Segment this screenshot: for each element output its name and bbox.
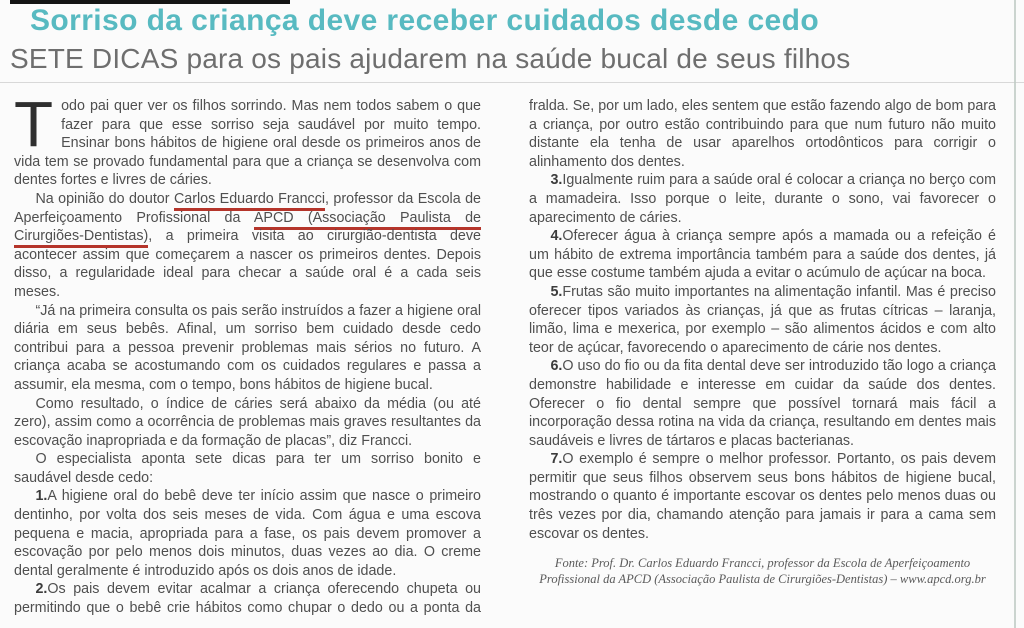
opinion-text-1: Na opinião do doutor xyxy=(35,190,174,207)
tip-2-number: 2. xyxy=(35,581,48,598)
tip-6 xyxy=(529,357,996,450)
tip-7 xyxy=(529,450,996,543)
tip-6-text: O uso do fio ou da fita dental deve ser introduzido tão logo a criança demonstre habilidade e interesse em cuidar da saúde dos dentes. Oferecer o fio dental sempre que possível tornará mais fácil a incorporação dessa rotina na vida da criança, resultando em dentes mais saudáveis e livres de tártaros e placas bacterianas. xyxy=(529,358,996,449)
page-title: Sorriso da criança deve receber cuidados desde cedo xyxy=(30,4,820,37)
opinion-text-2: , professor da Escola de Aperfeiçoamento Profissional da xyxy=(14,190,481,226)
tip-1-text: A higiene oral do bebê deve ter início assim que nasce o primeiro dentinho, por volta dos seis meses de vida. Com água e uma escova pequena e macia, apropriada para a fase, os pais devem promover a escovação por pelo menos dois minutos, duas vezes ao dia. O creme dental geralmente é introduzido após os dois anos de idade. xyxy=(14,488,481,579)
source-credit: Fonte: Prof. Dr. Carlos Eduardo Francci, professor da Escola de Aperfeiçoamento Profissional da APCD (Associação Paulista de Cirurgiões-Dentistas) – www.apcd.org.br xyxy=(539,556,986,587)
article-header xyxy=(0,0,1024,75)
header-divider xyxy=(0,82,1024,83)
scan-artifact-strip xyxy=(10,0,290,4)
article-body xyxy=(14,88,996,621)
paragraph-intro xyxy=(14,88,481,190)
tip-1-number: 1. xyxy=(35,488,48,505)
page-edge-line xyxy=(1014,0,1016,628)
tip-7-number: 7. xyxy=(550,451,563,468)
tip-4 xyxy=(529,227,996,283)
paragraph-lead-in: O especialista aponta sete dicas para ter um sorriso bonito e saudável desde cedo: xyxy=(14,451,481,486)
paragraph-opinion xyxy=(14,190,481,302)
tip-6-number: 6. xyxy=(550,358,563,375)
tip-3-number: 3. xyxy=(550,172,563,189)
intro-text: odo pai quer ver os filhos sorrindo. Mas nem todos sabem o que fazer para que esse sorriso seja saudável por muito tempo. Ensinar bons hábitos de higiene oral desde os primeiros anos de vida tem se provado fundamental para que a criança se desenvolva com dentes fortes e livres de cáries. xyxy=(14,98,481,189)
tip-5 xyxy=(529,283,996,357)
paragraph-quote-close: Como resultado, o índice de cáries será abaixo da média (ou até zero), assim como a ocorrência de problemas mais graves resultantes da escovação inapropriada e da formação de placas”, diz Francci. xyxy=(14,395,481,449)
tip-2-text: Os pais devem evitar acalmar a criança oferecendo chupeta ou permitindo que o bebê crie hábitos como chupar o dedo ou a ponta da fralda. Se, por um lado, eles sentem que estão fazendo algo de bom para a criança, por outro estão contribuindo para que num futuro não muito distante ela tenha de usar aparelhos ortodônticos para corrigir o alinhamento dos dentes. xyxy=(14,98,996,617)
paragraph-quote-open: “Já na primeira consulta os pais serão instruídos a fazer a higiene oral diária em seus bebês. Afinal, um sorriso bem cuidado desde cedo contribui para a pessoa prevenir problemas mais sérios no futuro. A criança acaba se acostumando com os cuidados regulares e passa a assumir, ela mesma, com o tempo, bons hábitos de higiene bucal. xyxy=(14,302,481,393)
tip-5-number: 5. xyxy=(550,283,563,300)
tip-5-text: Frutas são muito importantes na alimentação infantil. Mas é preciso oferecer tipos variados às crianças, já que as frutas cítricas – laranja, limão, lima e mexerica, por exemplo – são alimentos ácidos e com alto teor de açúcar, favorecendo o aparecimento de cárie nos dentes. xyxy=(529,283,996,356)
tip-3-text: Igualmente ruim para a saúde oral é colocar a criança no berço com a mamadeira. Isso porque o leite, durante o sono, vai favorecer o aparecimento de cáries. xyxy=(529,172,996,226)
tip-1 xyxy=(14,487,481,580)
tip-4-text: Oferecer água à criança sempre após a mamada ou a refeição é um hábito de extrema importância também para a saúde dos dentes, já que esse costume também ajuda a evitar o acúmulo de açúcar na boca. xyxy=(529,228,996,282)
tip-3 xyxy=(529,171,996,227)
drop-cap: T xyxy=(14,88,54,160)
annotated-name-francci: Carlos Eduardo Francci xyxy=(174,191,325,211)
page-subtitle: SETE DICAS para os pais ajudarem na saúde bucal de seus filhos xyxy=(10,43,851,74)
tip-4-number: 4. xyxy=(550,228,563,245)
tip-7-text: O exemplo é sempre o melhor professor. Portanto, os pais devem permitir que seus filhos observem seus bons hábitos de higiene bucal, mostrando o quanto é importante escovar os dentes pelo menos duas ou três vezes por dia, chamando atenção para jamais ir para a cama sem escovar os dentes. xyxy=(529,451,996,542)
annotated-name-apcd: APCD (Associação Paulista de Cirurgiões-Dentistas) xyxy=(14,210,481,249)
opinion-text-3: , a primeira visita ao cirurgião-dentista deve acontecer assim que começarem a nascer os primeiros dentes. Depois disso, a regularidade ideal para checar a saúde oral é a cada seis meses. xyxy=(14,228,481,300)
